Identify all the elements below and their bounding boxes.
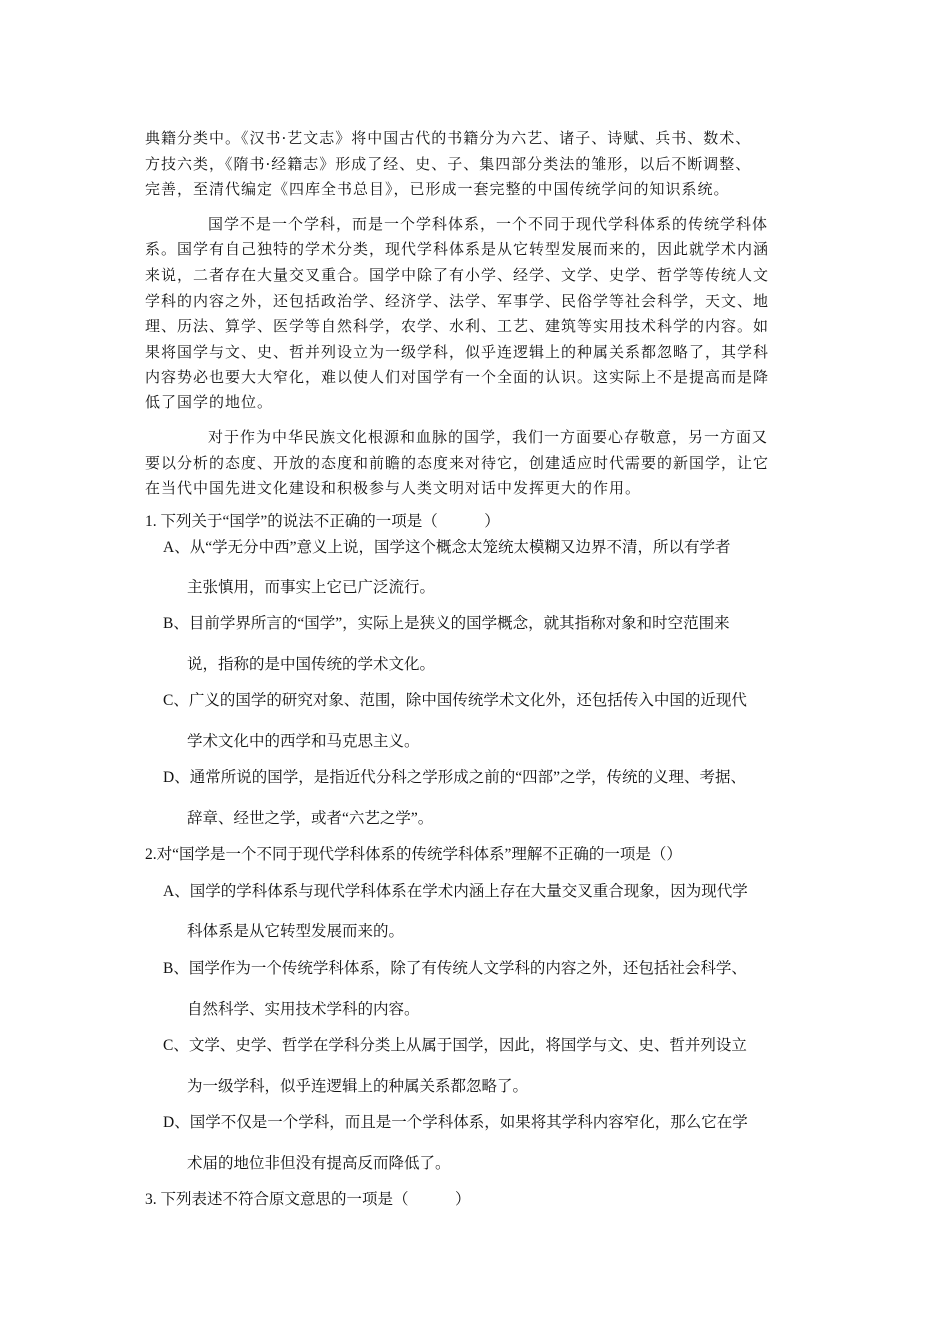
option-c-continued: 为一级学科，似乎连逻辑上的种属关系都忽略了。	[187, 1078, 529, 1095]
question-stem: 2.对“国学是一个不同于现代学科体系的传统学科体系”理解不正确的一项是（）	[145, 846, 682, 863]
passage-line: 理、历法、算学、医学等自然科学，农学、水利、工艺、建筑等实用技术科学的内容。如	[145, 317, 770, 335]
passage-line: 来说，二者存在大量交叉重合。国学中除了有小学、经学、文学、史学、哲学等传统人文	[145, 266, 770, 284]
question-stem: 3. 下列表述不符合原文意思的一项是（ ）	[145, 1191, 471, 1208]
passage-line: 对于作为中华民族文化根源和血脉的国学，我们一方面要心存敬意，另一方面又	[208, 428, 769, 446]
option-d: D、通常所说的国学，是指近代分科之学形成之前的“四部”之学，传统的义理、考据、	[163, 769, 746, 786]
option-c-continued: 学术文化中的西学和马克思主义。	[187, 733, 420, 750]
passage-line: 低了国学的地位。	[145, 393, 274, 411]
option-d-continued: 术届的地位非但没有提高反而降低了。	[187, 1155, 451, 1172]
option-a: A、从“学无分中西”意义上说，国学这个概念太笼统太模糊又边界不清，所以有学者	[163, 539, 731, 556]
passage-line: 学科的内容之外，还包括政治学、经济学、法学、军事学、民俗学等社会科学，天文、地	[145, 292, 770, 310]
passage-line: 在当代中国先进文化建设和积极参与人类文明对话中发挥更大的作用。	[145, 479, 642, 497]
passage-line: 完善，至清代编定《四库全书总目》，已形成一套完整的中国传统学问的知识系统。	[145, 180, 730, 198]
option-b-continued: 说，指称的是中国传统的学术文化。	[187, 656, 436, 673]
option-a-continued: 主张慎用，而事实上它已广泛流行。	[187, 579, 436, 596]
option-d-continued: 辞章、经世之学，或者“六艺之学”。	[187, 810, 434, 827]
option-a-continued: 科体系是从它转型发展而来的。	[187, 923, 405, 940]
passage-line: 要以分析的态度、开放的态度和前瞻的态度来对待它，创建适应时代需要的新国学，让它	[145, 454, 770, 472]
option-c: C、文学、史学、哲学在学科分类上从属于国学，因此，将国学与文、史、哲并列设立	[163, 1037, 747, 1054]
option-a: A、国学的学科体系与现代学科体系在学术内涵上存在大量交叉重合现象，因为现代学	[163, 883, 748, 900]
question-stem: 1. 下列关于“国学”的说法不正确的一项是（ ）	[145, 513, 500, 530]
passage-line: 方技六类，《隋书·经籍志》形成了经、史、子、集四部分类法的雏形，以后不断调整、	[145, 155, 752, 173]
passage-line: 典籍分类中。《汉书·艺文志》将中国古代的书籍分为六艺、诸子、诗赋、兵书、数术、	[145, 129, 752, 147]
passage-line: 果将国学与文、史、哲并列设立为一级学科，似乎连逻辑上的种属关系都忽略了，其学科	[145, 343, 770, 361]
option-d: D、国学不仅是一个学科，而且是一个学科体系，如果将其学科内容窄化，那么它在学	[163, 1114, 748, 1131]
option-b: B、目前学界所言的“国学”，实际上是狭义的国学概念，就其指称对象和时空范围来	[163, 615, 730, 632]
passage-line: 国学不是一个学科，而是一个学科体系，一个不同于现代学科体系的传统学科体	[208, 215, 769, 233]
option-b-continued: 自然科学、实用技术学科的内容。	[187, 1001, 420, 1018]
option-c: C、广义的国学的研究对象、范围，除中国传统学术文化外，还包括传入中国的近现代	[163, 692, 747, 709]
passage-line: 系。国学有自己独特的学术分类，现代学科体系是从它转型发展而来的，因此就学术内涵	[145, 240, 770, 258]
passage-line: 内容势必也要大大窄化，难以使人们对国学有一个全面的认识。这实际上不是提高而是降	[145, 368, 770, 386]
option-b: B、国学作为一个传统学科体系，除了有传统人文学科的内容之外，还包括社会科学、	[163, 960, 747, 977]
